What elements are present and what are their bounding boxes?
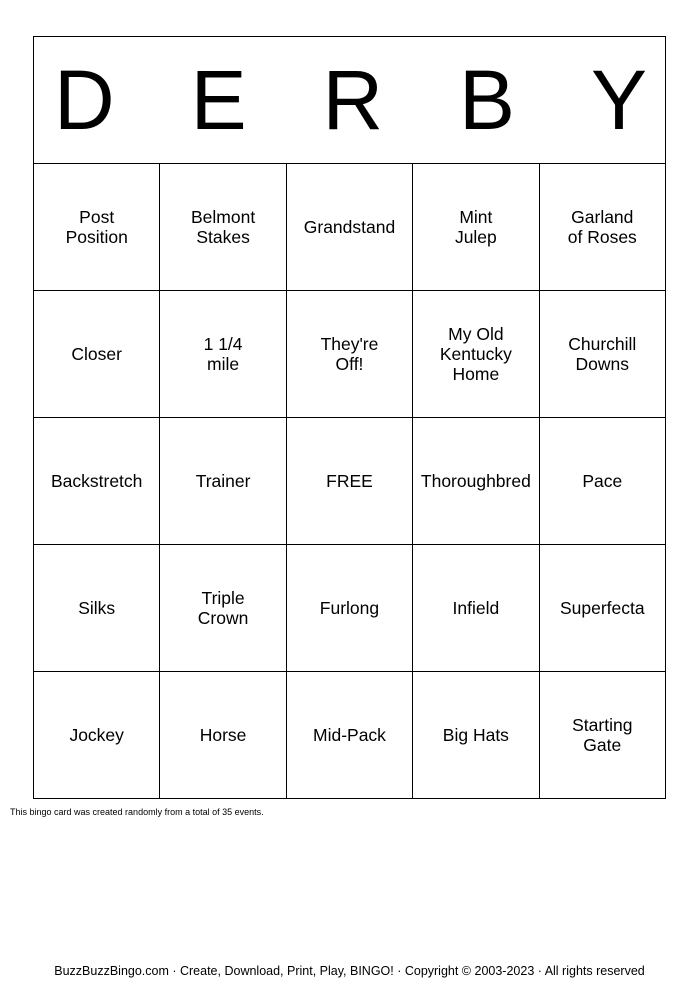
bingo-cell: Jockey	[34, 672, 160, 799]
bingo-cell: 1 1/4 mile	[160, 291, 286, 418]
bingo-cell: Backstretch	[34, 418, 160, 545]
bingo-cell: Closer	[34, 291, 160, 418]
bingo-cell: Garland of Roses	[539, 164, 665, 291]
bingo-cell: Furlong	[286, 545, 412, 672]
bingo-cell: Starting Gate	[539, 672, 665, 799]
bingo-cell: Mid-Pack	[286, 672, 412, 799]
bingo-cell: Superfecta	[539, 545, 665, 672]
header-letter-e: E	[190, 53, 247, 147]
header-letter-y: Y	[590, 53, 647, 147]
bingo-cell: Belmont Stakes	[160, 164, 286, 291]
bingo-cell: Mint Julep	[413, 164, 539, 291]
header-letters	[34, 37, 665, 163]
bingo-cell: Thoroughbred	[413, 418, 539, 545]
free-space-cell: FREE	[286, 418, 412, 545]
header-letter-b: B	[459, 53, 516, 147]
bingo-cell: Horse	[160, 672, 286, 799]
bingo-cell: Post Position	[34, 164, 160, 291]
bingo-cell: Grandstand	[286, 164, 412, 291]
bingo-row-5	[34, 672, 666, 799]
bingo-cell: Pace	[539, 418, 665, 545]
bingo-cell: Churchill Downs	[539, 291, 665, 418]
header-letter-d: D	[54, 53, 115, 147]
header-cell	[34, 37, 666, 164]
bingo-row-3	[34, 418, 666, 545]
bingo-card	[33, 36, 666, 799]
card-note: This bingo card was created randomly from a total of 35 events.	[10, 807, 264, 817]
bingo-row-1	[34, 164, 666, 291]
bingo-cell: My Old Kentucky Home	[413, 291, 539, 418]
bingo-row-4	[34, 545, 666, 672]
header-letter-r: R	[322, 53, 384, 147]
bingo-cell: Infield	[413, 545, 539, 672]
bingo-row-2	[34, 291, 666, 418]
header-row	[34, 37, 666, 164]
bingo-cell: Big Hats	[413, 672, 539, 799]
bingo-cell: Triple Crown	[160, 545, 286, 672]
bingo-cell: They're Off!	[286, 291, 412, 418]
bingo-cell: Silks	[34, 545, 160, 672]
bingo-cell: Trainer	[160, 418, 286, 545]
page-footer: BuzzBuzzBingo.com · Create, Download, Print, Play, BINGO! · Copyright © 2003-2023 · All rights reserved	[54, 964, 645, 978]
